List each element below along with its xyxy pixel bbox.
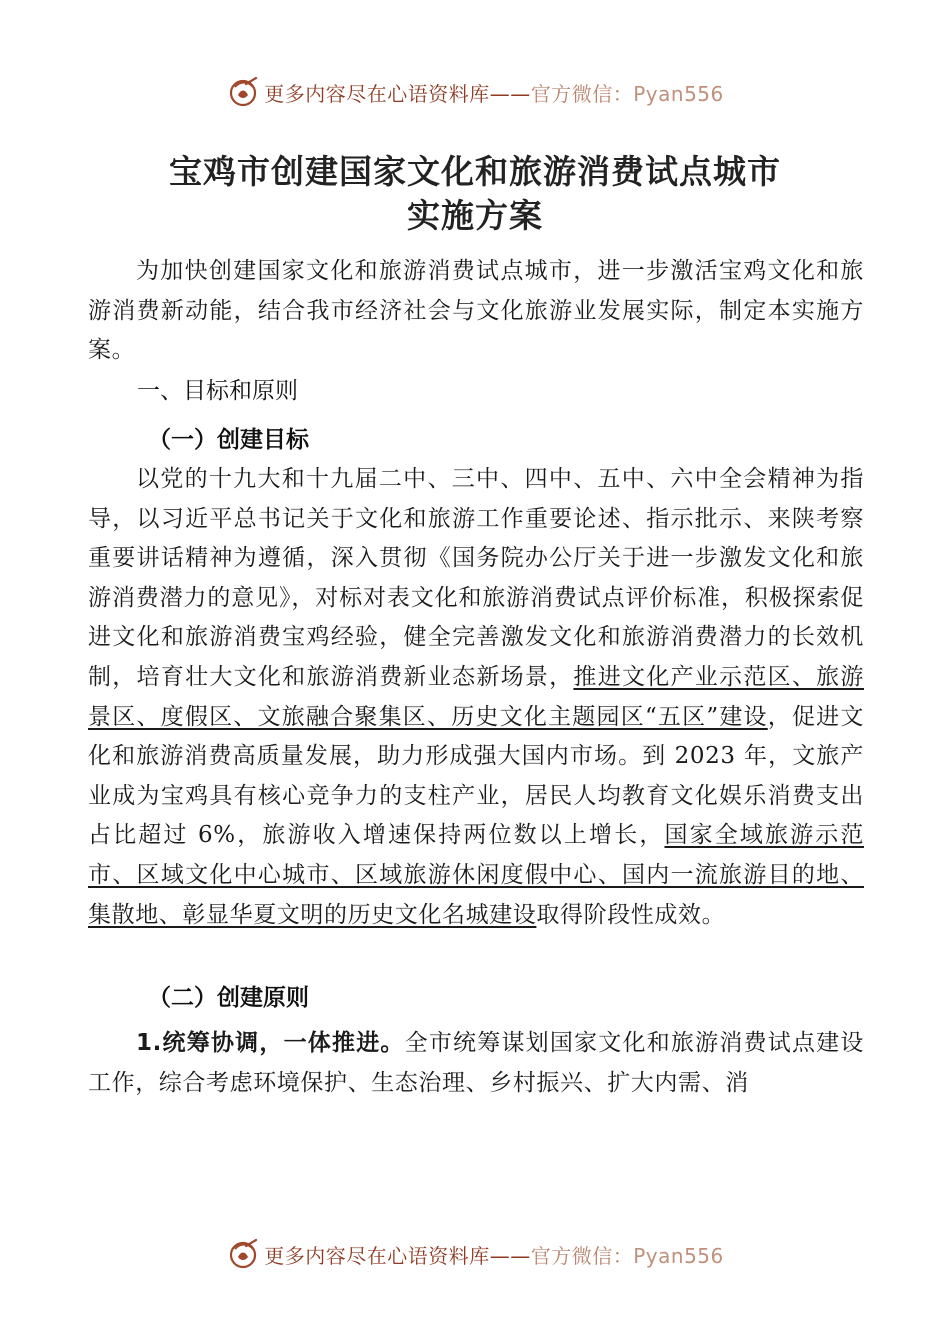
goal-text-b: ，促进文化和旅游消费高质量发展，助力形成强大国内市场。到 2023 年，文旅产业成为宝鸡具有核心竞争力的支柱产业，居民人均教育文化娱乐消费支出占比超过 6%，旅游收入增速保持两位数以上增长， [88, 703, 864, 849]
banner-handle: Pyan556 [633, 81, 724, 106]
banner-prefix: 更多内容尽在心语资料库—— [264, 81, 531, 106]
subheading-creation-principles: （二）创建原则 [148, 985, 309, 1011]
goal-text-a: 以党的十九大和十九届二中、三中、四中、五中、六中全会精神为指导，以习近平总书记关于文化和旅游工作重要论述、指示批示、来陕考察重要讲话精神为遵循，深入贯彻《国务院办公厅关于进一步激发文化和旅游消费潜力的意见》，对标对表文化和旅游消费试点评价标准，积极探索促进文化和旅游消费宝鸡经验，健全完善激发文化和旅游消费潜力的长效机制，培育壮大文化和旅游消费新业态新场景， [88, 466, 864, 690]
banner-wechat-label: 官方微信： [530, 81, 634, 106]
logo-icon [226, 75, 260, 109]
principle-1-paragraph [88, 1024, 864, 1103]
section-heading-goals-principles: 一、目标和原则 [137, 378, 298, 404]
principle-1-text: 全市统筹谋划国家文化和旅游消费试点建设工作，综合考虑环境保护、生态治理、乡村振兴、扩大内需、消 [88, 1030, 864, 1096]
banner-wechat-label: 官方微信： [530, 1243, 634, 1268]
logo-icon [226, 1237, 260, 1271]
principle-1-lead: 1.统筹协调，一体推进。 [136, 1030, 405, 1056]
goal-paragraph [88, 460, 864, 935]
header-banner [0, 72, 950, 112]
banner-text [264, 78, 724, 107]
title-line-2: 实施方案 [407, 196, 543, 236]
goal-underlined-five-zones: 推进文化产业示范区、旅游景区、度假区、文旅融合聚集区、历史文化主题园区“五区”建设 [88, 663, 865, 730]
goal-text-c: 取得阶段性成效。 [536, 901, 726, 928]
banner-prefix: 更多内容尽在心语资料库—— [264, 1243, 531, 1268]
banner-text [264, 1240, 724, 1269]
subheading-creation-goal: （一）创建目标 [148, 427, 309, 453]
document-title [0, 150, 950, 238]
footer-banner [0, 1234, 950, 1274]
goal-underlined-city-building: 国家全域旅游示范市、区域文化中心城市、区域旅游休闲度假中心、国内一流旅游目的地、集散地、彰显华夏文明的历史文化名城建设 [88, 822, 864, 928]
intro-paragraph: 为加快创建国家文化和旅游消费试点城市，进一步激活宝鸡文化和旅游消费新动能，结合我市经济社会与文化旅游业发展实际，制定本实施方案。 [88, 258, 864, 364]
title-line-1: 宝鸡市创建国家文化和旅游消费试点城市 [169, 152, 781, 192]
banner-handle: Pyan556 [633, 1243, 724, 1268]
